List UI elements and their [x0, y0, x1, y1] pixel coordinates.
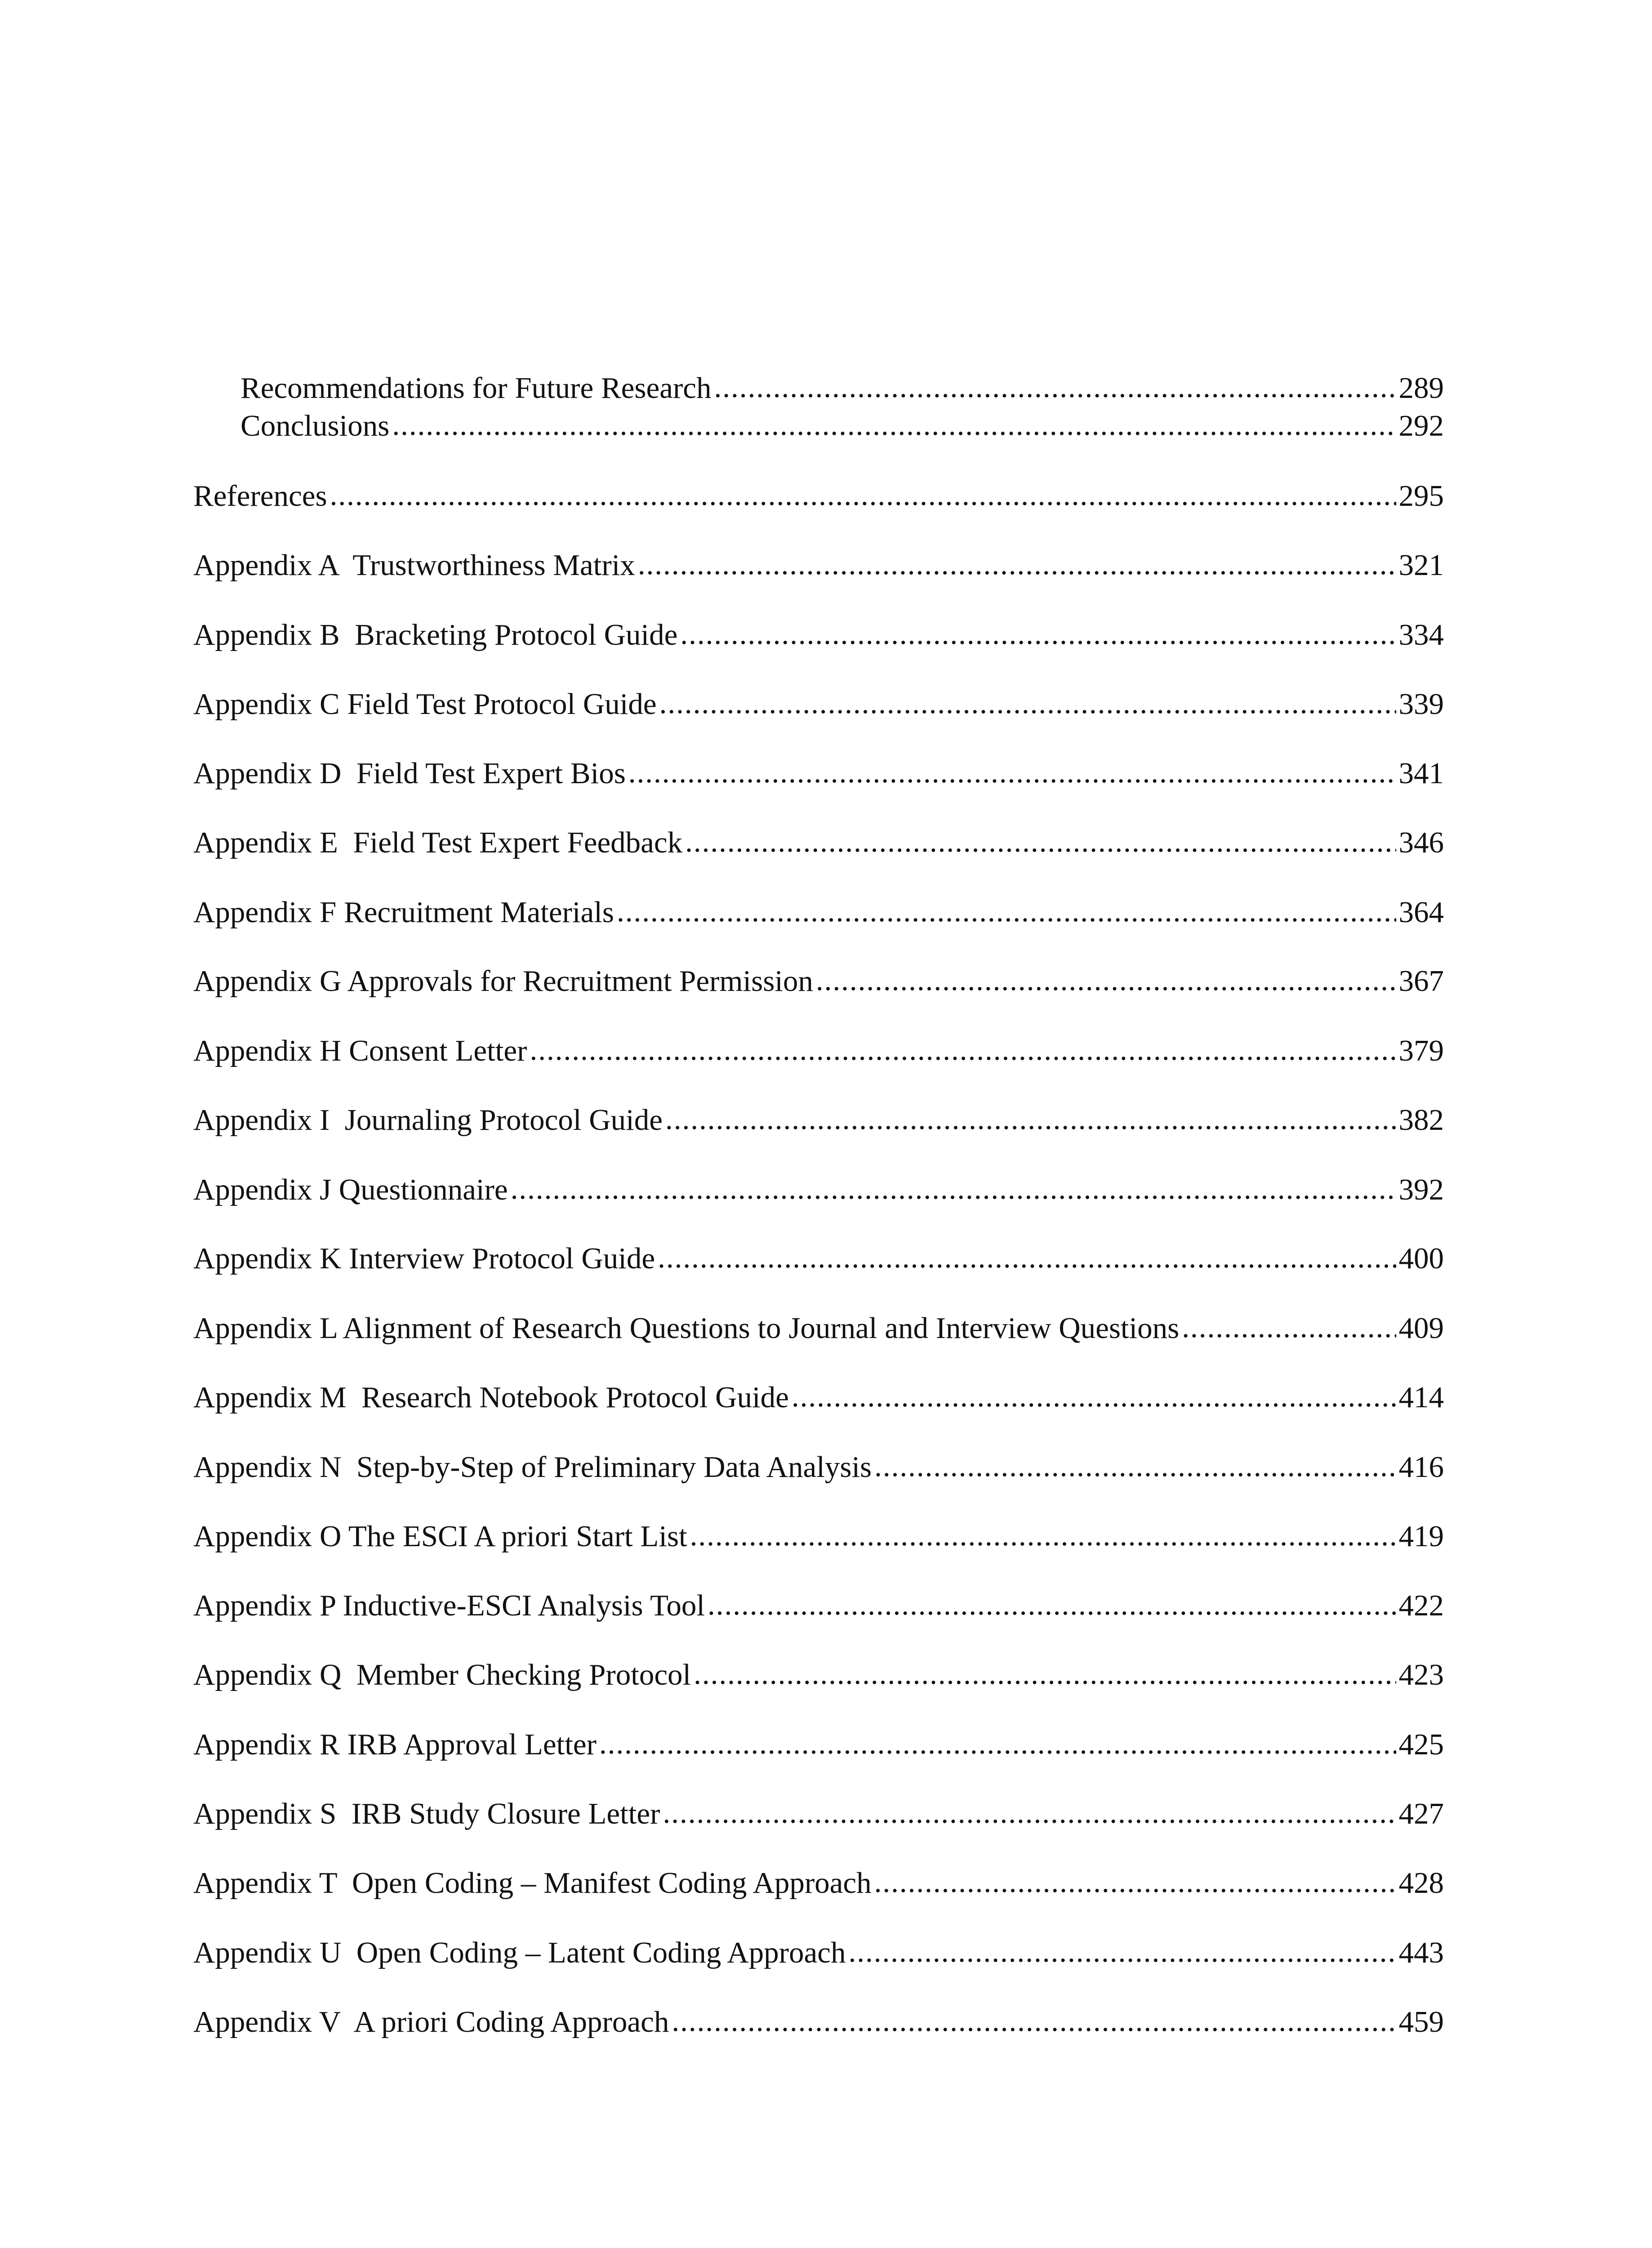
dot-leader: [663, 1795, 1396, 1831]
dot-leader: [690, 1517, 1396, 1553]
toc-entry-title: Appendix K Interview Protocol Guide: [193, 1242, 655, 1275]
toc-entry-title: Appendix D Field Test Expert Bios: [193, 757, 626, 790]
dot-leader: [330, 477, 1396, 513]
toc-entry-conclusions[interactable]: [240, 408, 1444, 444]
toc-entry-page: 289: [1398, 371, 1444, 405]
toc-entry-page: 423: [1398, 1658, 1444, 1691]
toc-entry-appendix-n[interactable]: [193, 1449, 1444, 1485]
toc-entry-appendix-v[interactable]: [193, 2004, 1444, 2040]
dot-leader: [665, 1101, 1396, 1137]
toc-entry-page: 419: [1398, 1520, 1444, 1553]
toc-entry-appendix-r[interactable]: [193, 1726, 1444, 1762]
toc-entry-page: 382: [1398, 1103, 1444, 1137]
toc-entry-page: 443: [1398, 1936, 1444, 1969]
toc-entry-appendix-d[interactable]: [193, 755, 1444, 791]
toc-entry-appendix-f[interactable]: [193, 894, 1444, 930]
toc-entry-page: 339: [1398, 687, 1444, 721]
toc-entry-page: 367: [1398, 964, 1444, 998]
toc-entry-title: Appendix S IRB Study Closure Letter: [193, 1797, 660, 1830]
toc-entry-title: Appendix J Questionnaire: [193, 1173, 508, 1206]
toc-entry-recommendations[interactable]: [240, 370, 1444, 406]
toc-entry-title: Appendix P Inductive-ESCI Analysis Tool: [193, 1589, 705, 1622]
toc-entry-title: Appendix I Journaling Protocol Guide: [193, 1103, 663, 1137]
toc-entry-references[interactable]: [193, 478, 1444, 514]
toc-entry-page: 346: [1398, 826, 1444, 859]
toc-entry-appendix-g[interactable]: [193, 963, 1444, 999]
toc-entry-title: Appendix H Consent Letter: [193, 1034, 527, 1067]
toc-entry-page: 425: [1398, 1728, 1444, 1761]
toc-entry-appendix-b[interactable]: [193, 617, 1444, 653]
toc-entry-appendix-c[interactable]: [193, 686, 1444, 722]
toc-entry-page: 334: [1398, 618, 1444, 651]
dot-leader: [680, 616, 1396, 652]
toc-entry-title: Appendix N Step-by-Step of Preliminary Data Analysis: [193, 1450, 872, 1484]
dot-leader: [392, 407, 1396, 443]
toc-entry-appendix-q[interactable]: [193, 1657, 1444, 1693]
toc-entry-appendix-k[interactable]: [193, 1240, 1444, 1276]
toc-entry-title: Appendix V A priori Coding Approach: [193, 2005, 669, 2038]
toc-entry-page: 416: [1398, 1450, 1444, 1484]
toc-entry-appendix-h[interactable]: [193, 1033, 1444, 1069]
toc-entry-page: 392: [1398, 1173, 1444, 1206]
toc-entry-title: Appendix E Field Test Expert Feedback: [193, 826, 683, 859]
toc-entry-appendix-t[interactable]: [193, 1865, 1444, 1901]
toc-entry-title: Appendix B Bracketing Protocol Guide: [193, 618, 678, 651]
toc-entry-appendix-u[interactable]: [193, 1935, 1444, 1971]
toc-entry-title: References: [193, 479, 327, 513]
toc-entry-title: Appendix T Open Coding – Manifest Coding Approach: [193, 1866, 872, 1900]
toc-entry-appendix-s[interactable]: [193, 1796, 1444, 1832]
toc-entry-page: 400: [1398, 1242, 1444, 1275]
dot-leader: [672, 2003, 1396, 2039]
toc-entry-title: Appendix O The ESCI A priori Start List: [193, 1520, 687, 1553]
dot-leader: [530, 1032, 1396, 1068]
toc-entry-page: 414: [1398, 1381, 1444, 1414]
toc-entry-page: 321: [1398, 549, 1444, 582]
toc-entry-page: 427: [1398, 1797, 1444, 1830]
dot-leader: [714, 369, 1396, 405]
toc-entry-title: Conclusions: [240, 409, 390, 442]
dot-leader: [685, 824, 1396, 860]
dot-leader: [816, 962, 1396, 998]
toc-entry-page: 428: [1398, 1866, 1444, 1900]
toc-entry-appendix-i[interactable]: [193, 1102, 1444, 1138]
toc-entry-page: 409: [1398, 1311, 1444, 1345]
toc-entry-appendix-e[interactable]: [193, 825, 1444, 861]
toc-entry-page: 364: [1398, 896, 1444, 929]
dot-leader: [658, 1240, 1396, 1276]
dot-leader: [848, 1934, 1396, 1970]
toc-entry-appendix-o[interactable]: [193, 1518, 1444, 1554]
toc-entry-page: 422: [1398, 1589, 1444, 1622]
toc-entry-page: 341: [1398, 757, 1444, 790]
dot-leader: [638, 546, 1396, 582]
toc-entry-title: Appendix F Recruitment Materials: [193, 896, 614, 929]
toc-entry-page: 292: [1398, 409, 1444, 442]
dot-leader: [617, 893, 1396, 929]
toc-entry-appendix-p[interactable]: [193, 1588, 1444, 1624]
dot-leader: [874, 1448, 1396, 1484]
toc-entry-title: Appendix A Trustworthiness Matrix: [193, 549, 635, 582]
dot-leader: [708, 1587, 1396, 1623]
dot-leader: [659, 685, 1396, 721]
toc-entry-title: Appendix R IRB Approval Letter: [193, 1728, 597, 1761]
dot-leader: [628, 754, 1396, 790]
toc-entry-page: 295: [1398, 479, 1444, 513]
toc-entry-appendix-m[interactable]: [193, 1379, 1444, 1415]
dot-leader: [694, 1656, 1396, 1692]
dot-leader: [599, 1726, 1396, 1762]
toc-entry-title: Appendix M Research Notebook Protocol Guide: [193, 1381, 789, 1414]
toc-entry-appendix-l[interactable]: [193, 1310, 1444, 1346]
toc-entry-title: Appendix L Alignment of Research Questions to Journal and Interview Questions: [193, 1311, 1180, 1345]
dot-leader: [874, 1864, 1396, 1900]
dot-leader: [511, 1171, 1396, 1207]
toc-entry-appendix-a[interactable]: [193, 547, 1444, 583]
toc-entry-title: Appendix U Open Coding – Latent Coding Approach: [193, 1936, 846, 1969]
toc-entry-page: 459: [1398, 2005, 1444, 2038]
dot-leader: [792, 1378, 1396, 1414]
toc-entry-title: Appendix Q Member Checking Protocol: [193, 1658, 691, 1691]
toc-entry-title: Appendix C Field Test Protocol Guide: [193, 687, 657, 721]
toc-entry-title: Appendix G Approvals for Recruitment Permission: [193, 964, 813, 998]
toc-entry-title: Recommendations for Future Research: [240, 371, 712, 405]
dot-leader: [1182, 1309, 1396, 1345]
toc-entry-appendix-j[interactable]: [193, 1172, 1444, 1208]
toc-entry-page: 379: [1398, 1034, 1444, 1067]
